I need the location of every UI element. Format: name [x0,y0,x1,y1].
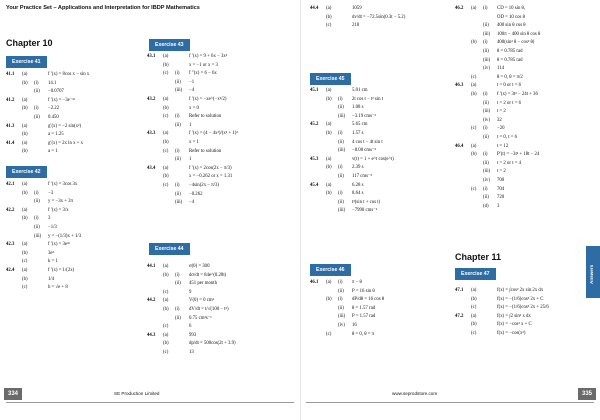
col2-row-5-cell-1: (a) [163,97,169,102]
col1-row-4-cell-1: (b) [22,106,28,112]
col1-row-3-cell-1: (a) [22,97,28,103]
col4-row-9-cell-3: t = 0 or t = 6 [497,83,522,89]
col3-row-4-cell-1: (b) [326,96,332,102]
exercise-43-label: Exercise 43 [149,39,190,51]
col3-row-15-cell-3: 8.64 s [352,191,364,197]
col2-row-16-cell-3: −0.262 [189,191,203,197]
col3-row-12-cell-3: 2.39 s [352,165,364,171]
col4-row-7-cell-2: (iv) [483,66,490,72]
col4-row-17-cell-2: (i) [483,152,488,158]
col4-row-4-cell-3: 400(sin² θ − cos² θ) [497,40,535,46]
col4-row-10-cell-1: (b) [471,92,477,97]
col3-row-14-cell-1: (a) [326,182,332,188]
col2-row-12-cell-3: 1 [189,157,192,163]
col3-row-5-cell-2: (ii) [338,105,344,111]
col3-row-13-cell-3: 117 cms⁻² [352,174,372,179]
col2-row-10-cell-3: x = 1 [189,140,199,145]
col4-row-15-cell-2: (ii) [483,135,489,140]
col4b-row-5-cell-3: f(x) = −cos(x²) [497,331,526,336]
col4-row-17-cell-1: (b) [471,152,477,158]
col3-row-7-cell-3: 5.65 cm [352,122,368,128]
col1-row-9-cell-1: (b) [22,149,28,155]
col1-row-22-cell-1: (c) [22,285,28,291]
col2-row-25-cell-3: 6 [189,324,192,330]
col3-row-21-cell-2: (ii) [338,305,344,311]
col1-row-19-cell-3: k = 1 [48,259,58,265]
col3-row-7-cell-0: 45.2 [310,122,319,128]
col2-row-26-cell-0: 44.3 [147,332,156,338]
col2-row-24-cell-2: (ii) [175,315,181,321]
col4b-row-5-cell-1: (c) [471,331,477,336]
col2-row-14-cell-1: (b) [163,174,169,180]
col2-row-2-cell-1: (c) [163,71,169,77]
col2-row-19-cell-2: (i) [175,272,180,278]
col3-row-15-cell-2: (i) [338,191,343,197]
col1-row-11-cell-3: −3 [48,190,54,196]
col1-row-20-cell-0: 42.4 [6,268,15,273]
col4-row-19-cell-2: (iii) [483,169,491,175]
col2-row-26-cell-3: 993 [189,332,197,338]
col1-row-12-cell-2: (ii) [34,199,40,205]
col4-row-16-cell-0: 46.4 [455,143,464,149]
col2-row-0-cell-0: 43.1 [147,54,156,59]
running-head: Your Practice Set – Applications and Interpretation for IBDP Mathematics [6,5,200,11]
col1-row-8-cell-1: (a) [22,140,28,146]
col3-row-5-cell-3: 1.08 s [352,105,364,111]
col4b-row-0-cell-1: (a) [471,288,477,293]
col4b-row-3-cell-1: (a) [471,313,477,319]
col3-row-6-cell-2: (iii) [338,113,346,119]
col1-row-14-cell-3: 3 [48,216,51,222]
col2-row-4-cell-3: −4 [189,88,195,94]
col3-row-7-cell-1: (a) [326,122,332,128]
col4-row-3-cell-2: (iii) [483,31,491,37]
col4-row-4-cell-2: (i) [483,40,488,46]
col4-row-8-cell-1: (c) [471,74,477,80]
col1-row-16-cell-3: y = −(1/3)x + 1/3 [48,233,82,239]
col1-row-4-cell-3: −2.22 [48,106,60,112]
col1-row-17-cell-3: f ′(x) = 3e³ˣ [48,242,70,248]
col1-row-21-cell-1: (b) [22,276,28,282]
col2-row-21-cell-1: (c) [163,289,169,295]
col3-row-0-cell-1: (a) [326,6,332,11]
col2-row-20-cell-3: 451 per month [189,281,217,287]
col1-row-20-cell-3: f ′(x) = 1/(2x) [48,268,75,273]
col1-row-8-cell-3: g′(x) = 2x ln x + x [48,140,83,146]
col4-row-21-cell-1: (c) [471,186,477,192]
col1-row-18-cell-3: 3e³ [48,250,54,256]
col3-row-16-cell-2: (ii) [338,199,344,205]
exercise-41-label: Exercise 41 [6,56,47,68]
col3-row-2-cell-3: 218 [352,23,360,29]
col4-row-2-cell-2: (ii) [483,23,489,29]
col1-row-18-cell-1: (b) [22,250,28,256]
col2-row-28-cell-3: 13 [189,350,194,355]
col4b-row-4-cell-3: f(x) = −cos² x + C [497,322,532,328]
col3-row-21-cell-3: θ = 1.57 rad [352,305,376,311]
page-number-left: 334 [4,388,22,400]
col2-row-1-cell-1: (b) [163,62,169,68]
col4-row-7-cell-3: 114 [497,66,505,72]
col3-row-1-cell-3: dv/dt = −72.5sin(0.3t − 5.2) [352,14,406,20]
col4-row-22-cell-3: 720 [497,195,505,201]
col1-row-0-cell-3: f ′(x) = 8cos x − sin x [48,72,90,77]
col2-row-3-cell-2: (ii) [175,79,181,85]
col2-row-10-cell-1: (b) [163,140,169,145]
exercise-45-label: Exercise 45 [310,73,351,85]
col4-row-2-cell-3: 400 sin θ cos θ [497,23,526,29]
col1-row-5-cell-2: (ii) [34,115,40,120]
col2-row-17-cell-3: −4 [189,200,195,206]
col3-row-20-cell-3: dP/dθ = 16 cos θ [352,297,385,303]
col2-row-27-cell-3: dp/dt = 500cos(2t + 3.9) [189,341,236,347]
col4-row-21-cell-2: (i) [483,186,488,192]
col3-row-2-cell-1: (c) [326,23,332,29]
col3-row-23-cell-2: (iv) [338,323,345,328]
col3-row-3-cell-0: 45.1 [310,88,319,93]
col3-row-19-cell-2: (ii) [338,288,344,294]
col2-row-8-cell-3: 1 [189,122,192,128]
col4-row-1-cell-3: OD = 10 cos θ [497,14,525,20]
col1-row-7-cell-1: (b) [22,132,28,138]
col1-row-22-cell-3: b = √e + 8 [48,285,68,291]
col4-row-0-cell-0: 46.2 [455,6,464,11]
col1-row-6-cell-0: 41.3 [6,123,15,129]
chapter-10-heading: Chapter 10 [6,38,53,48]
col4-row-6-cell-2: (iii) [483,57,491,63]
col1-row-0-cell-1: (a) [22,72,28,77]
col4-row-14-cell-2: (i) [483,126,488,132]
col3-row-13-cell-2: (ii) [338,174,344,179]
col3-row-18-cell-2: (i) [338,280,343,285]
col1-row-2-cell-3: −0.0707 [48,89,64,95]
col4-row-13-cell-2: (iv) [483,117,490,123]
col4-row-13-cell-3: 32 [497,117,502,123]
col2-row-13-cell-0: 43.4 [147,165,156,171]
col3-row-3-cell-1: (a) [326,88,332,93]
col1-row-17-cell-0: 42.3 [6,242,15,248]
col2-row-11-cell-1: (c) [163,148,169,154]
col4-row-10-cell-3: f ′(x) = 3t² − 24t + 36 [497,92,538,97]
col3-row-11-cell-1: (a) [326,156,332,162]
col2-row-13-cell-3: f ′(x) = 2cos(2x − π/3) [189,165,232,171]
col2-row-6-cell-3: x = 0 [189,105,199,111]
col2-row-22-cell-3: V(0) = 0 cm³ [189,298,215,304]
col3-row-22-cell-3: P = 1.57 rad [352,314,376,320]
col2-row-15-cell-1: (c) [163,183,169,188]
col1-row-6-cell-3: g′(x) = −2 sin(x²) [48,123,82,129]
col2-row-6-cell-1: (b) [163,105,169,111]
col3-row-16-cell-3: t²(sin t + cos t) [352,199,381,205]
col1-row-1-cell-2: (i) [34,80,39,86]
footer-publisher: SE Production Limited [114,391,160,396]
col2-row-9-cell-0: 43.3 [147,131,156,137]
col4-row-23-cell-2: (d) [483,203,489,209]
col3-row-11-cell-0: 45.3 [310,156,319,162]
col4b-row-1-cell-1: (b) [471,296,477,302]
col4-row-14-cell-3: −20 [497,126,505,132]
col1-row-20-cell-1: (a) [22,268,28,273]
col2-row-2-cell-3: f ″(x) = 6 − 6x [189,71,217,77]
col3-row-11-cell-3: v(t) = 1 + e^t cos(e^t) [352,156,394,162]
col4-row-0-cell-3: CD = 10 sin θ, [497,6,526,11]
col1-row-11-cell-2: (i) [34,190,39,196]
col3-row-1-cell-1: (b) [326,14,332,20]
col2-row-20-cell-2: (ii) [175,281,181,287]
col3-row-12-cell-1: (b) [326,165,332,171]
col3-row-20-cell-2: (i) [338,297,343,303]
col3-row-10-cell-3: −8.00 cms⁻² [352,148,376,154]
col1-row-21-cell-3: 1/4 [48,276,55,282]
col4b-row-3-cell-3: f(x) = ∫2 sin³ x dx [497,313,531,319]
col3-row-22-cell-2: (iii) [338,314,346,320]
col3-row-20-cell-1: (b) [326,297,332,303]
col4-row-0-cell-2: (i) [483,6,488,11]
col1-row-16-cell-2: (iii) [34,233,42,239]
col3-row-17-cell-3: −7990 cms⁻² [352,208,378,214]
col4b-row-4-cell-1: (b) [471,322,477,328]
col1-row-1-cell-1: (b) [22,80,28,86]
col1-row-8-cell-0: 41.4 [6,140,15,146]
col2-row-8-cell-2: (ii) [175,122,181,128]
col3-row-18-cell-1: (a) [326,280,332,285]
col1-row-12-cell-3: y = −3x + 3π [48,199,73,205]
col2-row-14-cell-3: x = −0.262 or x = 1.31 [189,174,233,180]
col4-row-15-cell-3: t = 0, t = 6 [497,135,518,140]
col4-row-9-cell-0: 46.3 [455,83,464,89]
col4-row-23-cell-3: 3 [497,203,500,209]
col4b-row-0-cell-3: f(x) = ∫cos² 2x sin 2x dx [497,288,544,293]
col2-row-2-cell-2: (i) [175,71,180,77]
col1-row-7-cell-3: a = 1.25 [48,132,64,138]
col3-row-4-cell-2: (i) [338,96,343,102]
col4-row-12-cell-2: (iii) [483,109,491,115]
col4-row-20-cell-3: 700 [497,178,505,183]
chapter-11-heading: Chapter 11 [455,252,502,262]
col2-row-22-cell-1: (a) [163,298,169,304]
col2-row-22-cell-0: 44.2 [147,298,156,304]
page-gutter [300,0,301,420]
col2-row-16-cell-2: (ii) [175,191,181,197]
col4-row-16-cell-1: (a) [471,143,477,149]
col3-row-23-cell-3: 16 [352,323,357,328]
col4-row-20-cell-2: (iv) [483,178,490,183]
col3-row-24-cell-3: θ = 0, θ = π [352,331,375,337]
col4-row-5-cell-2: (ii) [483,49,489,54]
col1-row-13-cell-1: (a) [22,207,28,213]
answers-side-tab: Answers [586,246,600,298]
col1-row-13-cell-0: 42.2 [6,207,15,213]
col4b-row-2-cell-3: f(x) = −(1/6)cos³ 2x + 25/6 [497,305,549,311]
col1-row-10-cell-0: 42.1 [6,182,15,187]
col2-row-0-cell-1: (a) [163,54,169,59]
col3-row-19-cell-3: P = 16 sin θ [352,288,375,294]
col2-row-28-cell-1: (c) [163,350,169,355]
col1-row-13-cell-3: f ′(x) = 3/x [48,207,69,213]
col2-row-9-cell-3: f ′(x) = (4 − 4x²)/(x² + 1)² [189,131,238,137]
col4-row-16-cell-3: t = 12 [497,143,509,149]
col2-row-18-cell-1: (a) [163,264,169,269]
col2-row-21-cell-3: 9 [189,289,192,295]
col4-row-0-cell-1: (a) [471,6,477,11]
col3-row-18-cell-0: 46.1 [310,280,319,285]
col2-row-26-cell-1: (a) [163,332,169,338]
col2-row-23-cell-1: (b) [163,307,169,312]
exercise-44-label: Exercise 44 [149,243,190,255]
footer-website: www.seprodstore.com [392,391,438,396]
col4-row-18-cell-3: t = 2 or t = 4 [497,160,522,166]
col1-row-11-cell-1: (b) [22,190,28,196]
col4-row-17-cell-3: P′(t) = −3t² + 18t − 24 [497,152,540,158]
col2-row-7-cell-3: Refer to solution [189,114,222,120]
col3-row-3-cell-3: 5.01 cm [352,88,368,93]
col2-row-11-cell-2: (i) [175,148,180,154]
col4-row-21-cell-3: 704 [497,186,505,192]
col1-row-0-cell-0: 41.1 [6,72,15,77]
col3-row-12-cell-2: (i) [338,165,343,171]
col3-row-15-cell-1: (b) [326,191,332,197]
col2-row-27-cell-1: (b) [163,341,169,347]
col3-row-10-cell-2: (iii) [338,148,346,154]
col4-row-3-cell-3: 100π − 400 sin θ cos θ [497,31,541,37]
exercise-47-label: Exercise 47 [455,268,496,280]
col4b-row-1-cell-3: f(x) = −(1/6)cos³ 2x + C [497,296,544,302]
col1-row-19-cell-1: (c) [22,259,28,265]
col3-row-8-cell-1: (b) [326,131,332,136]
col4-row-11-cell-3: t = 2 or t = 6 [497,100,522,106]
col1-row-15-cell-3: −1/3 [48,225,57,230]
col3-row-4-cell-3: 2t cos t − t² sin t [352,96,384,102]
col2-row-17-cell-2: (iii) [175,200,183,206]
col4b-row-3-cell-0: 47.2 [455,313,464,319]
col2-row-18-cell-0: 44.1 [147,264,156,269]
col4-row-10-cell-2: (i) [483,92,488,97]
col2-row-18-cell-3: σ(0) = 300 [189,264,210,269]
col2-row-24-cell-3: 0.75 cm³s⁻¹ [189,315,212,321]
col1-row-6-cell-1: (a) [22,123,28,129]
col4-row-14-cell-1: (c) [471,126,477,132]
footer-rule-left [6,402,294,403]
col3-row-9-cell-2: (ii) [338,139,344,145]
col2-row-15-cell-3: −4sin(2x − π/3) [189,183,219,188]
col3-row-14-cell-0: 45.4 [310,182,319,188]
col3-row-8-cell-2: (i) [338,131,343,136]
col4-row-5-cell-3: θ = 0.785 rad [497,49,523,54]
col1-row-14-cell-1: (b) [22,216,28,222]
col3-row-17-cell-2: (iii) [338,208,346,214]
col2-row-7-cell-1: (c) [163,114,169,120]
col4-row-8-cell-3: θ = 0, θ = π/2 [497,74,523,80]
col1-row-17-cell-1: (a) [22,242,28,248]
col2-row-11-cell-3: Refer to solution [189,148,222,154]
col1-row-5-cell-3: 0.450 [48,115,59,120]
col1-row-15-cell-2: (ii) [34,225,40,230]
col2-row-15-cell-2: (i) [175,183,180,188]
col4-row-18-cell-2: (ii) [483,160,489,166]
col2-row-3-cell-3: −1 [189,79,195,85]
col4b-row-0-cell-0: 47.1 [455,288,464,293]
col3-row-9-cell-3: 4 cos t − 4t sin t [352,139,383,145]
col4-row-11-cell-2: (ii) [483,100,489,106]
col1-row-1-cell-3: 14.1 [48,80,57,86]
page-number-right: 335 [578,388,596,400]
col1-row-4-cell-2: (i) [34,106,39,112]
col4-row-12-cell-3: t = 2 [497,109,506,115]
col4-row-4-cell-1: (b) [471,40,477,46]
col2-row-5-cell-3: f ′(x) = −xe^(−x²/2) [189,97,227,102]
col1-row-10-cell-1: (a) [22,182,28,187]
col1-row-2-cell-2: (ii) [34,89,40,95]
col4b-row-2-cell-1: (c) [471,305,477,311]
col3-row-14-cell-3: 6.28 s [352,182,364,188]
col2-row-19-cell-1: (b) [163,272,169,278]
col2-row-1-cell-3: x = −1 or x = 3 [189,62,218,68]
col2-row-7-cell-2: (i) [175,114,180,120]
col1-row-14-cell-2: (i) [34,216,39,222]
col4-row-22-cell-2: (ii) [483,195,489,201]
col1-row-3-cell-3: f ′(x) = −3e⁻³ˣ [48,97,76,103]
col3-row-0-cell-3: 1059 [352,6,362,11]
col2-row-0-cell-3: f ′(x) = 9 + 6x − 3x² [189,54,228,59]
col2-row-19-cell-3: dσ/dt = 84e^(0.28t) [189,272,227,278]
footer-rule-right [306,402,594,403]
col4-row-9-cell-1: (a) [471,83,477,89]
col2-row-13-cell-1: (a) [163,165,169,171]
col2-row-5-cell-0: 43.2 [147,97,156,102]
col2-row-25-cell-1: (c) [163,324,169,330]
col1-row-3-cell-0: 41.2 [6,97,15,103]
col3-row-18-cell-3: π − θ [352,280,362,285]
exercise-46-label: Exercise 46 [310,264,351,276]
col3-row-0-cell-0: 44.4 [310,6,319,11]
col1-row-9-cell-3: a = 1 [48,149,58,155]
col4-row-19-cell-3: t = 2 [497,169,506,175]
col3-row-6-cell-3: −3.19 cms⁻² [352,113,376,119]
col2-row-23-cell-2: (i) [175,307,180,312]
col3-row-24-cell-1: (c) [326,331,332,337]
col3-row-8-cell-3: 1.57 s [352,131,364,136]
col2-row-9-cell-1: (a) [163,131,169,137]
col2-row-23-cell-3: dV/dt = t/√(100 − t²) [189,307,229,312]
col2-row-4-cell-2: (iii) [175,88,183,94]
exercise-42-label: Exercise 42 [6,166,47,178]
col1-row-10-cell-3: f ′(x) = 3cos 3x [48,182,78,187]
col4-row-6-cell-3: θ = 0.785 rad [497,57,523,63]
col2-row-12-cell-2: (ii) [175,157,181,163]
